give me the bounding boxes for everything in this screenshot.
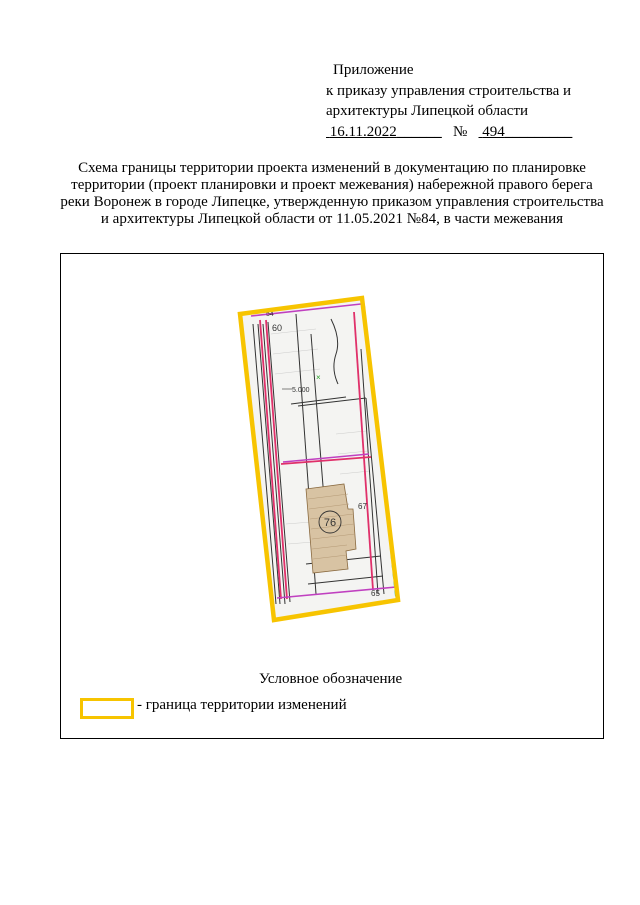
appendix-header [326,60,572,142]
territory-map [236,294,436,634]
marker-x: × [316,373,321,382]
legend-title: Условное обозначение [259,671,403,687]
appendix-date-number [326,122,572,143]
order-date: 16.11.2022 [329,123,397,140]
parcel-67-label: 67 [358,502,367,511]
appendix-line-2: к приказу управления строительства и [326,82,572,99]
scheme-title: Схема границы территории проекта изменений в документацию по планировке территории (проект планировки и проект межевания) набережной правого берега реки Воронеж в городе Липецке, утвержденную приказом управления строительства и архитектуры Липецкой области от 11.05.2021 №84, в части межевания [60,160,604,227]
appendix-title: Приложение [333,62,414,78]
order-number: 494 [482,123,505,140]
number-sign: № [452,123,468,140]
date-underline: 16.11.2022______ [329,123,442,140]
parcel-76-label: 76 [323,517,337,529]
map-frame [60,253,604,739]
number-underline: 494_________ [482,123,573,140]
parcel-65-label: 65 [371,589,380,598]
elevation-label: 5.000 [292,387,310,394]
legend-boundary-swatch [80,698,134,719]
parcel-54-label: 54 [266,311,274,318]
appendix-line-3: архитектуры Липецкой области [326,103,529,119]
parcel-60-label: 60 [272,323,283,333]
legend-boundary-text: - граница территории изменений [137,697,347,713]
